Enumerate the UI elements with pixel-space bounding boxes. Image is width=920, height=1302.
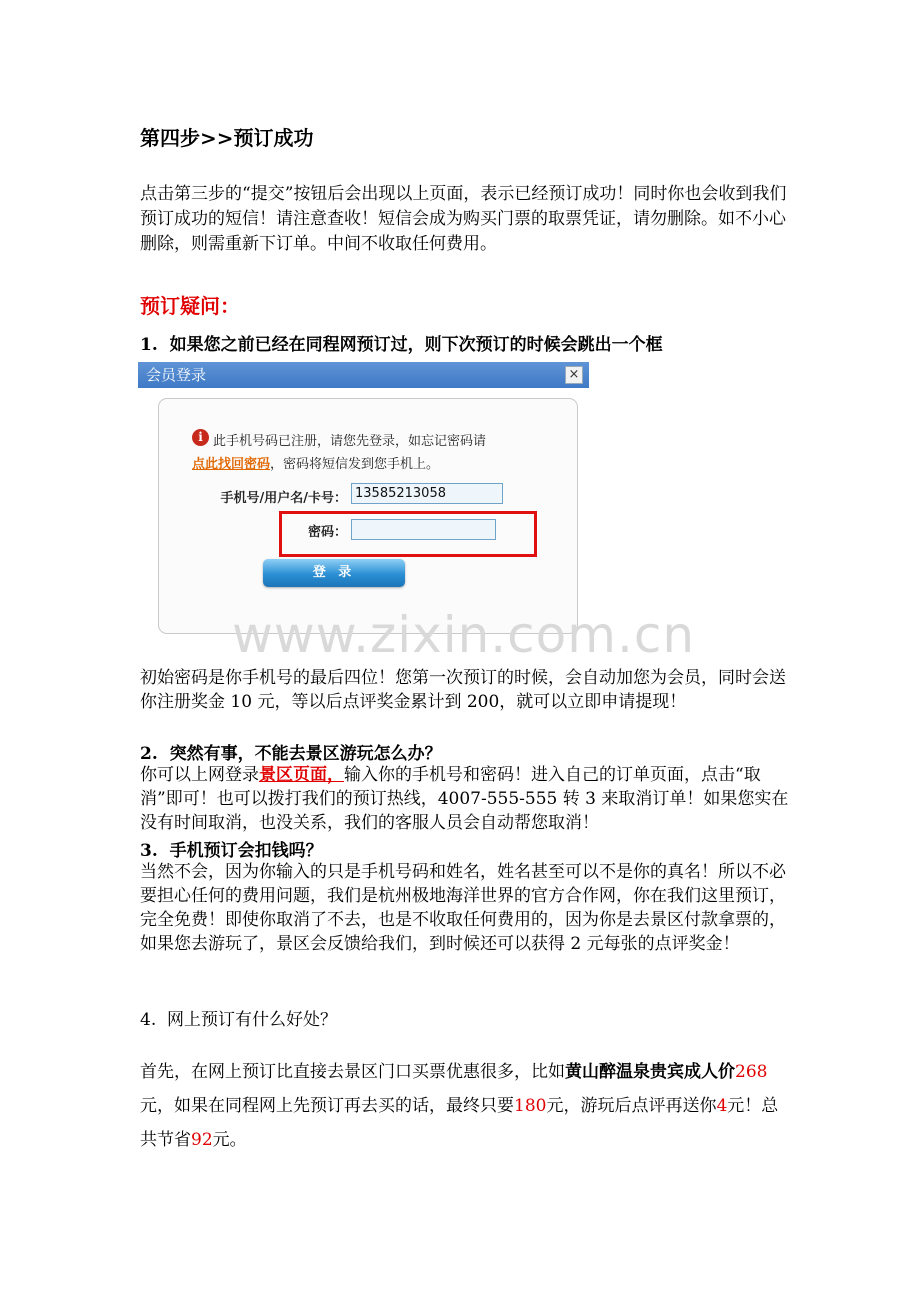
notice-line-2 <box>192 453 439 472</box>
question-number: 2. <box>140 744 158 764</box>
price-saved: 92 <box>191 1130 213 1150</box>
step4-title: 第四步>>预订成功 <box>140 126 314 150</box>
watermark: www.zixin.com.cn <box>232 606 696 664</box>
question-number: 1. <box>140 335 158 355</box>
password-input[interactable] <box>351 519 496 540</box>
question-number: 3. <box>140 841 158 861</box>
product-name: 黄山醉温泉贵宾成人价 <box>565 1062 735 1082</box>
scenic-page-link[interactable]: 景区页面， <box>259 765 344 785</box>
notice-line-1: 此手机号码已注册，请您先登录，如忘记密码请 <box>213 434 487 449</box>
question-text: 手机预订会扣钱吗？ <box>169 841 323 861</box>
q4-text-5: 元。 <box>212 1130 247 1150</box>
q4-text-3: 元，游玩后点评再送你 <box>546 1096 717 1116</box>
price-review-bonus: 4 <box>716 1096 728 1116</box>
price-original: 268 <box>735 1062 768 1082</box>
q2-answer <box>140 763 790 835</box>
question-4 <box>140 1005 337 1030</box>
dialog-titlebar <box>138 362 589 388</box>
q2-answer-pre: 你可以上网登录 <box>140 765 259 785</box>
question-number: 4. <box>140 1010 157 1030</box>
question-text: 网上预订有什么好处？ <box>167 1010 338 1030</box>
phone-input[interactable]: 13585213058 <box>351 483 503 504</box>
q1-answer: 初始密码是你手机号的最后四位！您第一次预订的时候，会自动加您为会员，同时会送你注册奖金 10 元，等以后点评奖金累计到 200，就可以立即申请提现！ <box>140 668 786 712</box>
member-login-dialog <box>138 362 589 642</box>
question-text: 如果您之前已经在同程网预订过，则下次预订的时候会跳出一个框 <box>169 335 663 355</box>
q4-text-1: 首先，在网上预订比直接去景区门口买票优惠很多，比如 <box>140 1062 565 1082</box>
q4-text-4: 元！总共节省 <box>140 1096 779 1150</box>
q3-answer: 当然不会，因为你输入的只是手机号码和姓名，姓名甚至可以不是你的真名！所以不必要担心任何的费用问题，我们是杭州极地海洋世界的官方合作网，你在我们这里预订，完全免费！即使你取消了不去，也是不收取任何费用的，因为你是去景区付款拿票的，如果您去游玩了，景区会反馈给我们，到时候还可以获得 2 元每张的点评奖金！ <box>140 862 786 954</box>
q4-answer <box>140 1055 790 1157</box>
dialog-panel <box>158 398 578 634</box>
price-booked: 180 <box>514 1096 547 1116</box>
phone-label: 手机号/用户名/卡号： <box>220 491 347 506</box>
dialog-title: 会员登录 <box>146 366 207 384</box>
q4-text-2: 元，如果在同程网上先预订再去买的话，最终只要 <box>140 1096 514 1116</box>
step4-paragraph: 点击第三步的“提交”按钮后会出现以上页面，表示已经预订成功！同时你也会收到我们预订成功的短信！请注意查收！短信会成为购买门票的取票凭证，请勿删除。如不小心删除，则需重新下订单。中间不收取任何费用。 <box>140 184 787 254</box>
q2-answer-post: 输入你的手机号和密码！进入自己的订单页面，点击“取消”即可！也可以拨打我们的预订热线，4007-555-555 转 3 来取消订单！如果您实在没有时间取消，也没关系，我们的客服人员会自动帮您取消！ <box>140 765 789 833</box>
password-label: 密码： <box>307 525 347 540</box>
info-icon: i <box>192 429 209 446</box>
question-text: 突然有事，不能去景区游玩怎么办？ <box>169 744 442 764</box>
question-3 <box>140 836 323 861</box>
notice-tail: ，密码将短信发到您手机上。 <box>270 457 440 472</box>
question-1 <box>140 330 663 355</box>
faq-title: 预订疑问： <box>140 294 240 318</box>
question-2 <box>140 739 442 764</box>
close-icon[interactable]: × <box>565 366 583 384</box>
recover-password-link[interactable]: 点此找回密码 <box>192 457 271 472</box>
login-button[interactable]: 登 录 <box>263 559 405 587</box>
